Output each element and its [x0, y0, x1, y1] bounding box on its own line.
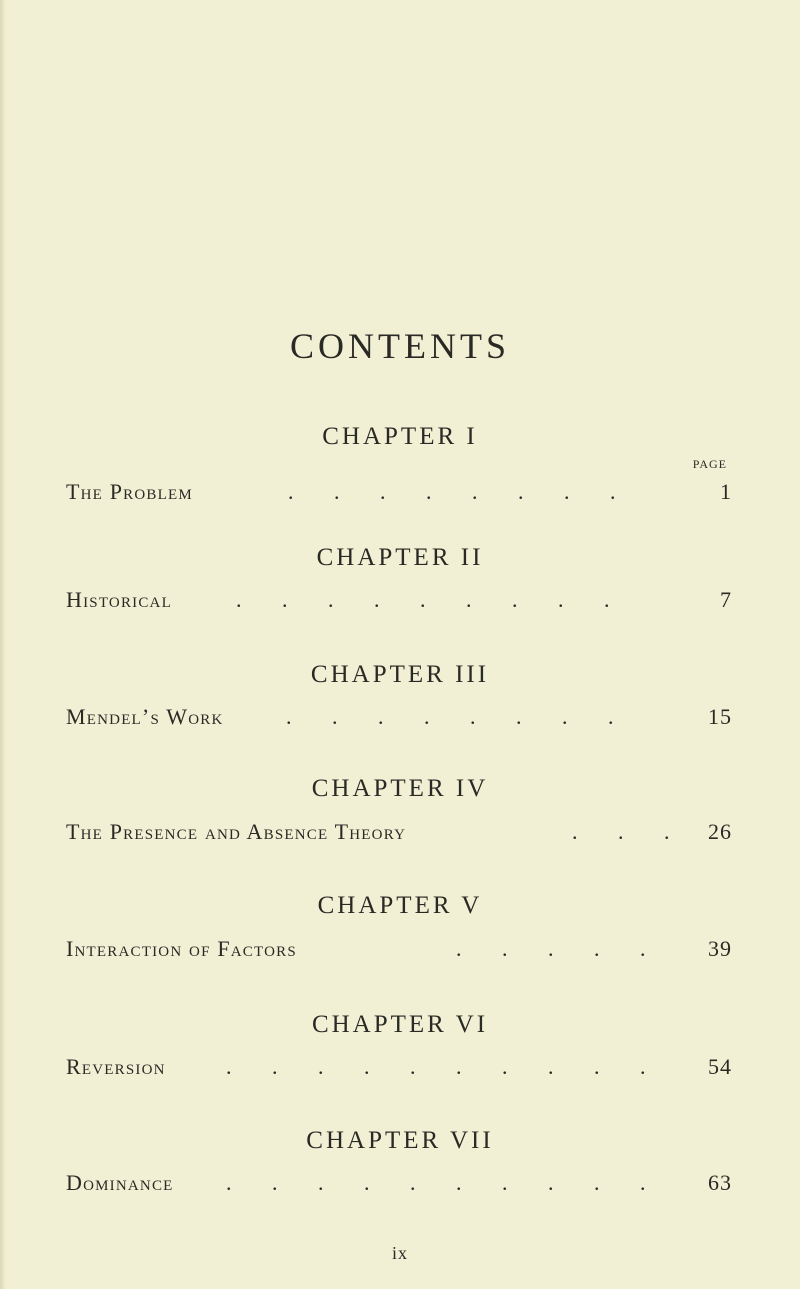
- entry-title[interactable]: Dominance: [66, 1170, 174, 1195]
- toc-entry[interactable]: [66, 478, 732, 506]
- entry-title[interactable]: The Problem: [66, 479, 193, 504]
- toc-entry[interactable]: [66, 818, 732, 846]
- toc-entry[interactable]: [66, 1169, 732, 1197]
- entry-title[interactable]: Mendel’s Work: [66, 704, 224, 729]
- chapter-heading: CHAPTER III: [310, 661, 490, 688]
- leader-dots: . . . . . . . .: [286, 704, 614, 729]
- chapter-heading: CHAPTER VII: [306, 1127, 494, 1154]
- page-folio: ix: [391, 1243, 408, 1263]
- leader-dots: . . . . . . . . . .: [226, 1054, 646, 1079]
- entry-page-number[interactable]: 39: [708, 936, 732, 961]
- chapter-heading: CHAPTER VI: [311, 1011, 489, 1038]
- entry-title[interactable]: Interaction of Factors: [66, 936, 297, 961]
- toc-entry[interactable]: [66, 935, 732, 963]
- leader-dots: . . . . . . . .: [288, 479, 616, 504]
- chapter-heading: CHAPTER IV: [311, 775, 489, 802]
- entry-page-number[interactable]: 26: [708, 819, 732, 844]
- toc-entry[interactable]: [66, 1053, 732, 1081]
- entry-title[interactable]: The Presence and Absence Theory: [66, 819, 407, 844]
- leader-dots: . . . . . . . . . .: [226, 1170, 646, 1195]
- entry-title[interactable]: Historical: [66, 587, 172, 612]
- entry-page-number[interactable]: 15: [708, 704, 732, 729]
- page-column-label: PAGE: [692, 457, 727, 471]
- entry-page-number[interactable]: 1: [720, 479, 732, 504]
- toc-entry[interactable]: [66, 586, 732, 614]
- chapter-heading: CHAPTER II: [316, 544, 484, 571]
- leader-dots: . . .: [572, 819, 670, 844]
- page-title: CONTENTS: [290, 326, 510, 366]
- chapter-heading: CHAPTER I: [322, 423, 478, 450]
- leader-dots: . . . . . . . . .: [236, 587, 610, 612]
- toc-entry[interactable]: [66, 703, 732, 731]
- page-edge: [0, 0, 6, 1289]
- entry-page-number[interactable]: 63: [708, 1170, 732, 1195]
- chapter-heading: CHAPTER V: [317, 892, 483, 919]
- entry-page-number[interactable]: 7: [720, 587, 732, 612]
- entry-page-number[interactable]: 54: [708, 1054, 732, 1079]
- leader-dots: . . . . .: [456, 936, 646, 961]
- entry-title[interactable]: Reversion: [66, 1054, 166, 1079]
